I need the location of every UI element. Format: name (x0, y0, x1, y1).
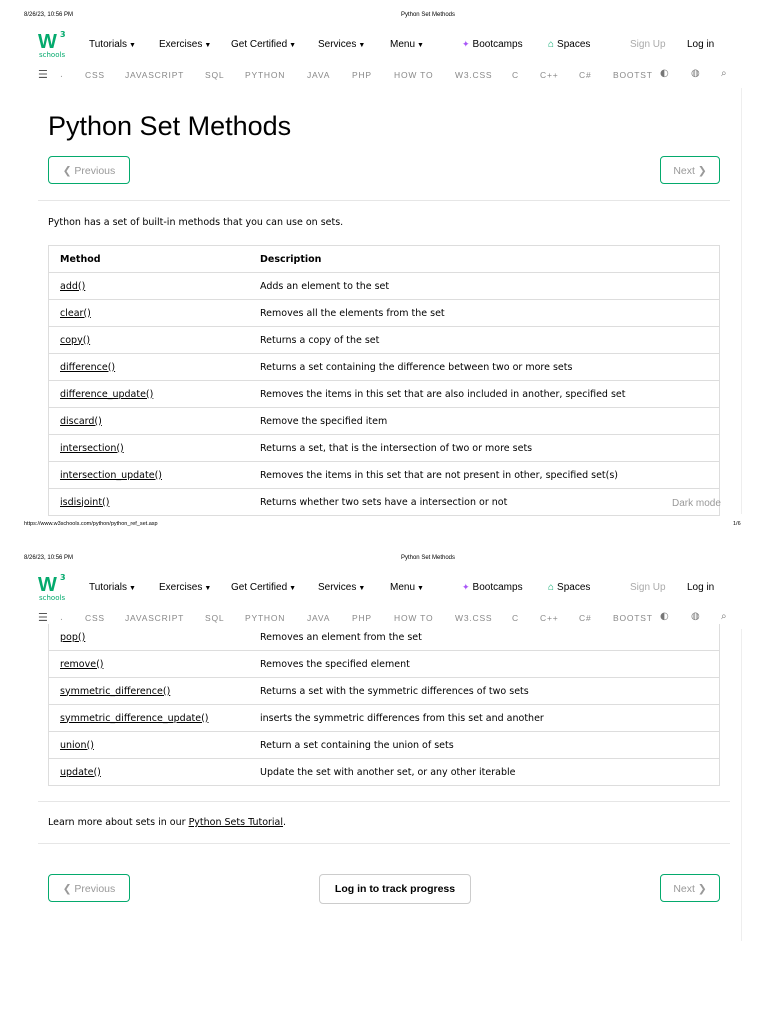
next-button[interactable]: Next ❯ (660, 156, 720, 184)
methods-table (48, 245, 720, 516)
nav-how-to[interactable]: HOW TO (394, 70, 434, 80)
caret-down-icon: ▼ (128, 585, 136, 592)
table-row (49, 705, 720, 732)
method-cell (49, 273, 250, 300)
method-link[interactable]: remove() (60, 658, 104, 670)
nav-bootstrap[interactable]: BOOTST (613, 70, 653, 80)
logo-mark: W (38, 574, 55, 596)
top-menu-bar (0, 572, 740, 608)
method-cell (49, 705, 250, 732)
method-link[interactable]: symmetric_difference_update() (60, 712, 209, 724)
method-description: Update the set with another set, or any other iterable (249, 759, 720, 786)
nav-w3css[interactable]: W3.CSS (455, 70, 493, 80)
method-description: Returns a set, that is the intersection of two or more sets (249, 435, 720, 462)
method-description: Removes the specified element (249, 651, 720, 678)
w3schools-logo[interactable] (38, 574, 72, 604)
caret-down-icon: ▼ (289, 42, 297, 49)
previous-button[interactable]: ❮ Previous (48, 874, 130, 902)
sparkle-icon: ✦ (462, 582, 470, 592)
method-link[interactable]: add() (60, 280, 86, 292)
print-title: Python Set Methods (400, 555, 456, 561)
menu-get-certified[interactable]: Get Certified ▼ (231, 582, 297, 593)
method-cell (49, 408, 250, 435)
table-row (49, 435, 720, 462)
logo-sup: 3 (60, 30, 66, 39)
nav-cpp[interactable]: C++ (540, 70, 559, 80)
method-description: Return a set containing the union of sets (249, 732, 720, 759)
method-description: Removes the items in this set that are also included in another, specified set (249, 381, 720, 408)
content-right-border (741, 88, 742, 514)
header-method: Method (49, 246, 250, 273)
caret-down-icon: ▼ (417, 42, 424, 49)
contrast-icon[interactable]: ◐ (660, 611, 669, 622)
nav-css[interactable]: CSS (85, 613, 105, 623)
print-date: 8/26/23, 10:56 PM (24, 12, 74, 18)
menu-get-certified[interactable]: Get Certified ▼ (231, 39, 297, 50)
table-row (49, 381, 720, 408)
sign-up-link[interactable]: Sign Up (630, 39, 666, 50)
learn-suffix: . (283, 817, 287, 828)
method-description: Returns a copy of the set (249, 327, 720, 354)
methods-table-continued (48, 624, 720, 786)
nav-sql[interactable]: SQL (205, 70, 225, 80)
method-cell (49, 732, 250, 759)
print-footer-page: 1/6 (733, 521, 741, 527)
print-footer-url: https://www.w3schools.com/python/python_ref_set.asp (24, 521, 158, 527)
method-description: inserts the symmetric differences from this set and another (249, 705, 720, 732)
globe-icon[interactable]: ◍ (691, 611, 700, 622)
caret-down-icon: ▼ (204, 585, 212, 592)
print-header (0, 555, 768, 567)
sign-up-link[interactable]: Sign Up (630, 582, 666, 593)
sparkle-icon: ✦ (462, 39, 470, 49)
menu-tutorials[interactable]: Tutorials ▼ (89, 39, 136, 50)
hamburger-menu-icon[interactable]: ☰ (38, 68, 48, 81)
method-link[interactable]: difference() (60, 361, 116, 373)
table-row (49, 489, 720, 516)
method-cell (49, 759, 250, 786)
print-title: Python Set Methods (400, 12, 456, 18)
log-in-link[interactable]: Log in (687, 582, 715, 593)
method-link[interactable]: copy() (60, 334, 91, 346)
method-description: Removes the items in this set that are not present in other, specified set(s) (249, 462, 720, 489)
method-description: Returns a set containing the difference between two or more sets (249, 354, 720, 381)
caret-down-icon: ▼ (204, 42, 212, 49)
method-link[interactable]: symmetric_difference() (60, 685, 171, 697)
log-in-to-track-progress-button[interactable]: Log in to track progress (319, 874, 471, 904)
nav-php[interactable]: PHP (352, 613, 372, 623)
topic-navbar (0, 67, 740, 85)
logo-mark: W (38, 31, 55, 53)
top-menu-bar (0, 29, 740, 65)
method-description: Remove the specified item (249, 408, 720, 435)
log-in-link[interactable]: Log in (687, 39, 715, 50)
table-row (49, 759, 720, 786)
python-sets-tutorial-link[interactable]: Python Sets Tutorial (188, 817, 284, 828)
menu-services[interactable]: Services ▼ (318, 39, 366, 50)
nav-python[interactable]: PYTHON (245, 613, 286, 623)
menu-exercises[interactable]: Exercises ▼ (159, 39, 212, 50)
print-date: 8/26/23, 10:56 PM (24, 555, 74, 561)
method-cell (49, 489, 250, 516)
divider (38, 801, 730, 802)
search-icon[interactable]: ⌕ (721, 611, 727, 622)
nav-overflow-dot: . (60, 70, 63, 80)
table-row (49, 462, 720, 489)
method-description: Adds an element to the set (249, 273, 720, 300)
method-link[interactable]: intersection_update() (60, 469, 162, 481)
table-row (49, 273, 720, 300)
method-link[interactable]: update() (60, 766, 101, 778)
nav-java[interactable]: JAVA (307, 613, 331, 623)
intro-text: Python has a set of built-in methods that you can use on sets. (48, 217, 344, 228)
method-description: Removes an element from the set (249, 624, 720, 651)
caret-down-icon: ▼ (128, 42, 136, 49)
method-cell (49, 624, 250, 651)
table-row (49, 408, 720, 435)
method-link[interactable]: pop() (60, 631, 86, 643)
caret-down-icon: ▼ (289, 585, 297, 592)
nav-overflow-dot: . (60, 613, 63, 623)
method-cell (49, 678, 250, 705)
method-cell (49, 651, 250, 678)
menu-bootcamps[interactable]: ✦ Bootcamps (462, 582, 523, 593)
method-cell (49, 300, 250, 327)
nav-php[interactable]: PHP (352, 70, 372, 80)
method-cell (49, 462, 250, 489)
table-header-row (49, 246, 720, 273)
caret-down-icon: ▼ (358, 42, 366, 49)
page-title: Python Set Methods (48, 111, 292, 141)
logo-sup: 3 (60, 573, 66, 582)
learn-more-text (48, 817, 286, 828)
caret-down-icon: ▼ (417, 585, 424, 592)
nav-how-to[interactable]: HOW TO (394, 613, 434, 623)
menu-services[interactable]: Services ▼ (318, 582, 366, 593)
nav-bootstrap[interactable]: BOOTST (613, 613, 653, 623)
spaces-icon: ⌂ (548, 582, 555, 593)
print-page-2 (0, 543, 768, 1024)
menu-bootcamps[interactable]: ✦ Bootcamps (462, 39, 523, 50)
nav-cpp[interactable]: C++ (540, 613, 559, 623)
learn-prefix: Learn more about sets in our (48, 817, 189, 828)
content-right-border (741, 629, 742, 941)
nav-c[interactable]: C (512, 70, 519, 80)
menu-tutorials[interactable]: Tutorials ▼ (89, 582, 136, 593)
menu-spaces[interactable]: ⌂ Spaces (548, 39, 591, 50)
globe-icon[interactable]: ◍ (691, 68, 700, 79)
method-description: Returns whether two sets have a intersection or not (249, 489, 720, 516)
table-row (49, 732, 720, 759)
nav-java[interactable]: JAVA (307, 70, 331, 80)
table-row (49, 300, 720, 327)
caret-down-icon: ▼ (358, 585, 366, 592)
nav-javascript[interactable]: JAVASCRIPT (125, 70, 185, 80)
table-row (49, 624, 720, 651)
hamburger-menu-icon[interactable]: ☰ (38, 611, 48, 624)
header-description: Description (249, 246, 720, 273)
nav-c[interactable]: C (512, 613, 519, 623)
method-link[interactable]: discard() (60, 415, 102, 427)
table-row (49, 327, 720, 354)
table-row (49, 354, 720, 381)
nav-w3css[interactable]: W3.CSS (455, 613, 493, 623)
method-cell (49, 327, 250, 354)
menu-menu[interactable]: Menu ▼ (390, 39, 424, 50)
method-description: Removes all the elements from the set (249, 300, 720, 327)
search-icon[interactable]: ⌕ (721, 68, 727, 79)
w3schools-logo[interactable] (38, 31, 72, 61)
next-button[interactable]: Next ❯ (660, 874, 720, 902)
divider (38, 843, 730, 844)
nav-sql[interactable]: SQL (205, 613, 225, 623)
nav-csharp[interactable]: C# (579, 613, 592, 623)
menu-exercises[interactable]: Exercises ▼ (159, 582, 212, 593)
method-link[interactable]: clear() (60, 307, 91, 319)
spaces-icon: ⌂ (548, 39, 555, 50)
method-link[interactable]: union() (60, 739, 94, 751)
nav-python[interactable]: PYTHON (245, 70, 286, 80)
method-cell (49, 354, 250, 381)
divider (38, 200, 730, 201)
method-link[interactable]: difference_update() (60, 388, 154, 400)
menu-spaces[interactable]: ⌂ Spaces (548, 582, 591, 593)
logo-sub: schools (39, 51, 66, 59)
contrast-icon[interactable]: ◐ (660, 68, 669, 79)
logo-sub: schools (39, 594, 66, 602)
method-cell (49, 381, 250, 408)
table-row (49, 651, 720, 678)
method-link[interactable]: isdisjoint() (60, 496, 110, 508)
nav-csharp[interactable]: C# (579, 70, 592, 80)
table-row (49, 678, 720, 705)
nav-javascript[interactable]: JAVASCRIPT (125, 613, 185, 623)
nav-css[interactable]: CSS (85, 70, 105, 80)
menu-menu[interactable]: Menu ▼ (390, 582, 424, 593)
previous-button[interactable]: ❮ Previous (48, 156, 130, 184)
method-cell (49, 435, 250, 462)
print-header (0, 12, 768, 24)
method-link[interactable]: intersection() (60, 442, 124, 454)
method-description: Returns a set with the symmetric differences of two sets (249, 678, 720, 705)
dark-mode-toggle[interactable]: Dark mode (672, 498, 721, 509)
